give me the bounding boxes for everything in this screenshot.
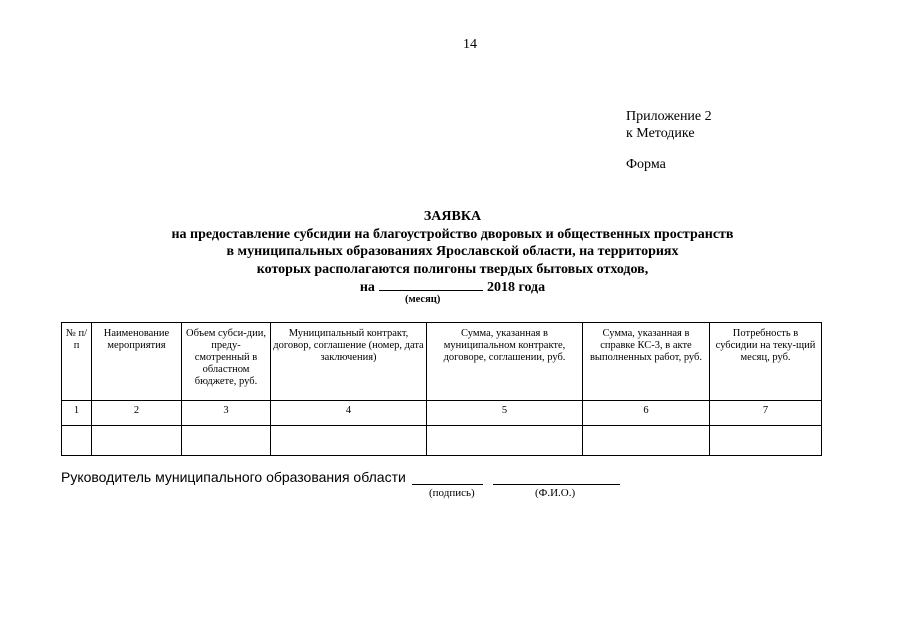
date-suffix: 2018 года <box>486 280 546 295</box>
header-cell: Муниципальный контракт, договор, соглашение (номер, дата заключения) <box>271 323 427 401</box>
application-table <box>61 322 822 456</box>
header-cell: Сумма, указанная в справке КС-3, в акте выполненных работ, руб. <box>583 323 710 401</box>
column-number: 6 <box>583 401 710 426</box>
page-number: 14 <box>463 37 477 52</box>
header-cell: Объем субси-дии, преду-смотренный в областном бюджете, руб. <box>182 323 271 401</box>
signature-label: Руководитель муниципального образования области <box>61 469 406 485</box>
column-number: 7 <box>710 401 822 426</box>
header-cell: Наименование мероприятия <box>92 323 182 401</box>
column-number: 2 <box>92 401 182 426</box>
form-label: Форма <box>626 157 666 172</box>
date-prefix: на <box>359 280 375 295</box>
column-number: 5 <box>427 401 583 426</box>
empty-cell <box>92 426 182 456</box>
header-cell: Сумма, указанная в муниципальном контракте, договоре, соглашении, руб. <box>427 323 583 401</box>
document-title <box>0 208 905 297</box>
empty-cell <box>182 426 271 456</box>
column-number: 1 <box>62 401 92 426</box>
name-caption: (Ф.И.О.) <box>535 487 576 499</box>
empty-cell <box>271 426 427 456</box>
empty-cell <box>427 426 583 456</box>
name-line <box>493 483 620 485</box>
column-number: 3 <box>182 401 271 426</box>
table-row-numbers <box>62 401 822 426</box>
empty-cell <box>62 426 92 456</box>
month-hint: (месяц) <box>405 294 441 305</box>
month-blank-line <box>379 278 483 291</box>
title-date-line <box>0 278 905 297</box>
table-header-row <box>62 323 822 401</box>
empty-cell <box>583 426 710 456</box>
table-row-empty <box>62 426 822 456</box>
signature-caption: (подпись) <box>429 487 475 499</box>
header-cell: № п/п <box>62 323 92 401</box>
header-cell: Потребность в субсидии на теку-щий месяц, руб. <box>710 323 822 401</box>
appendix-note <box>626 108 712 142</box>
appendix-line: Приложение 2 <box>626 109 712 124</box>
title-line: которых располагаются полигоны твердых бытовых отходов, <box>256 261 649 277</box>
title-line: на предоставление субсидии на благоустройство дворовых и общественных пространств <box>171 226 734 242</box>
title-heading: ЗАЯВКА <box>423 209 482 224</box>
title-line: в муниципальных образованиях Ярославской области, на территориях <box>226 244 679 259</box>
signature-line <box>412 483 483 485</box>
empty-cell <box>710 426 822 456</box>
appendix-line: к Методике <box>626 126 695 141</box>
column-number: 4 <box>271 401 427 426</box>
